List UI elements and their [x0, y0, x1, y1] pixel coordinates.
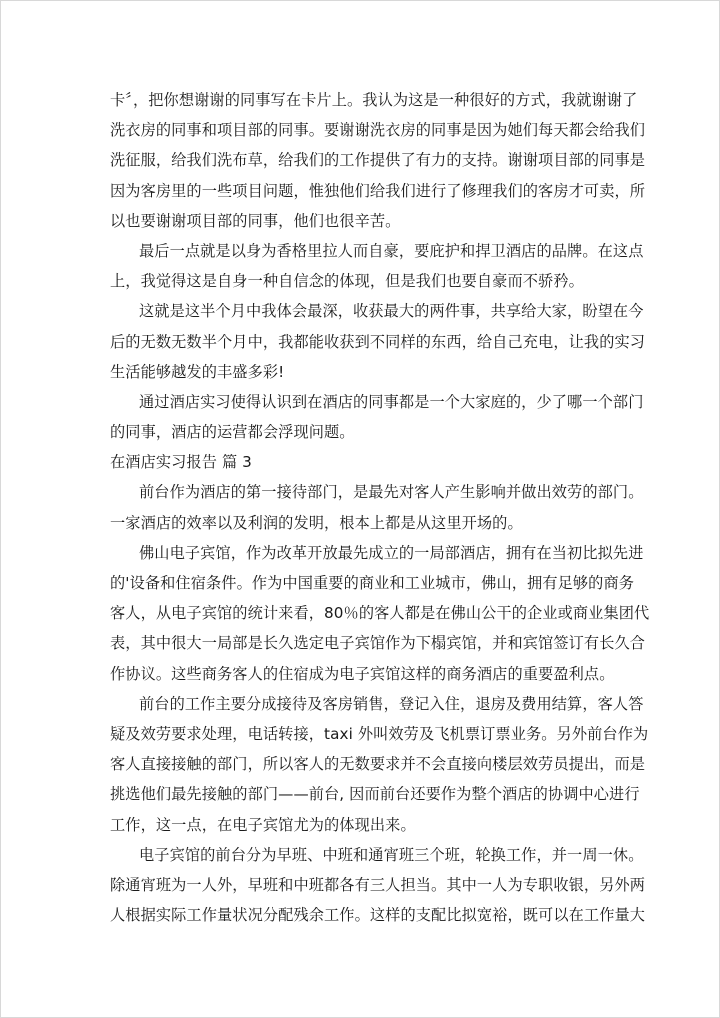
- text-line: 最后一点就是以身为香格里拉人而自豪，要庇护和捍卫酒店的品牌。在这点: [139, 241, 644, 260]
- text-line: 客人直接接触的部门，所以客人的无数要求并不会直接向楼层效劳员提出，而是: [110, 755, 646, 774]
- text-line: 人根据实际工作量状况分配残余工作。这样的支配比拟宽裕，既可以在工作量大: [110, 906, 646, 925]
- text-line: 的'设备和住宿条件。作为中国重要的商业和工业城市，佛山，拥有足够的商务: [110, 574, 635, 592]
- section-heading: 在酒店实习报告 篇 3: [110, 453, 252, 472]
- text-line: 一家酒店的效率以及利润的发明，根本上都是从这里开场的。: [110, 513, 523, 532]
- text-line: 洗衣房的同事和项目部的同事。要谢谢洗衣房的同事是因为她们每天都会给我们: [110, 121, 646, 140]
- text-line: 这就是这半个月中我体会最深，收获最大的两件事，共享给大家，盼望在今: [139, 302, 644, 321]
- text-line: 生活能够越发的丰盛多彩!: [110, 362, 285, 381]
- text-line: 佛山电子宾馆，作为改革开放最先成立的一局部酒店，拥有在当初比拟先进: [139, 543, 644, 562]
- text-line: 前台的工作主要分成接待及客房销售，登记入住，退房及费用结算，客人答: [139, 694, 644, 713]
- text-line: 以也要谢谢项目部的同事，他们也很辛苦。: [110, 211, 401, 230]
- text-line: 客人，从电子宾馆的统计来看，80％的客人都是在佛山公干的企业或商业集团代: [110, 604, 650, 623]
- text-line: 工作，这一点，在电子宾馆尤为的体现出来。: [110, 815, 416, 834]
- text-line: 洗征服，给我们洗布草，给我们的工作提供了有力的支持。谢谢项目部的同事是: [110, 151, 646, 170]
- text-line: 作协议。这些商务客人的住宿成为电子宾馆这样的商务酒店的重要盈利点。: [110, 664, 615, 683]
- text-line: 疑及效劳要求处理，电话转接，taxi 外叫效劳及飞机票订票业务。另外前台作为: [110, 724, 649, 743]
- text-line: 挑选他们最先接触的部门——前台, 因而前台还要作为整个酒店的协调中心进行: [110, 785, 640, 804]
- text-line: 通过酒店实习使得认识到在酒店的同事都是一个大家庭的，少了哪一个部门: [139, 392, 644, 411]
- text-line: 电子宾馆的前台分为早班、中班和通宵班三个班，轮换工作，并一周一休。: [139, 845, 644, 864]
- text-line: 因为客房里的一些项目问题，惟独他们给我们进行了修理我们的客房才可卖，所: [110, 181, 646, 200]
- text-line: 除通宵班为一人外，早班和中班都各有三人担当。其中一人为专职收银，另外两: [110, 875, 646, 894]
- document-body: [110, 85, 650, 930]
- text-line: 的同事，酒店的运营都会浮现问题。: [110, 423, 355, 442]
- text-line: 前台作为酒店的第一接待部门，是最先对客人产生影响并做出效劳的部门。: [139, 483, 644, 502]
- text-line: 卡〞，把你想谢谢的同事写在卡片上。我认为这是一种很好的方式，我就谢谢了: [110, 91, 638, 109]
- text-line: 上，我觉得这是自身一种自信念的体现，但是我们也要自豪而不骄矜。: [110, 272, 584, 291]
- text-line: 后的无数无数半个月中，我都能收获到不同样的东西，给自己充电，让我的实习: [110, 332, 646, 351]
- text-line: 表，其中很大一局部是长久选定电子宾馆作为下榻宾馆，并和宾馆签订有长久合: [110, 634, 646, 653]
